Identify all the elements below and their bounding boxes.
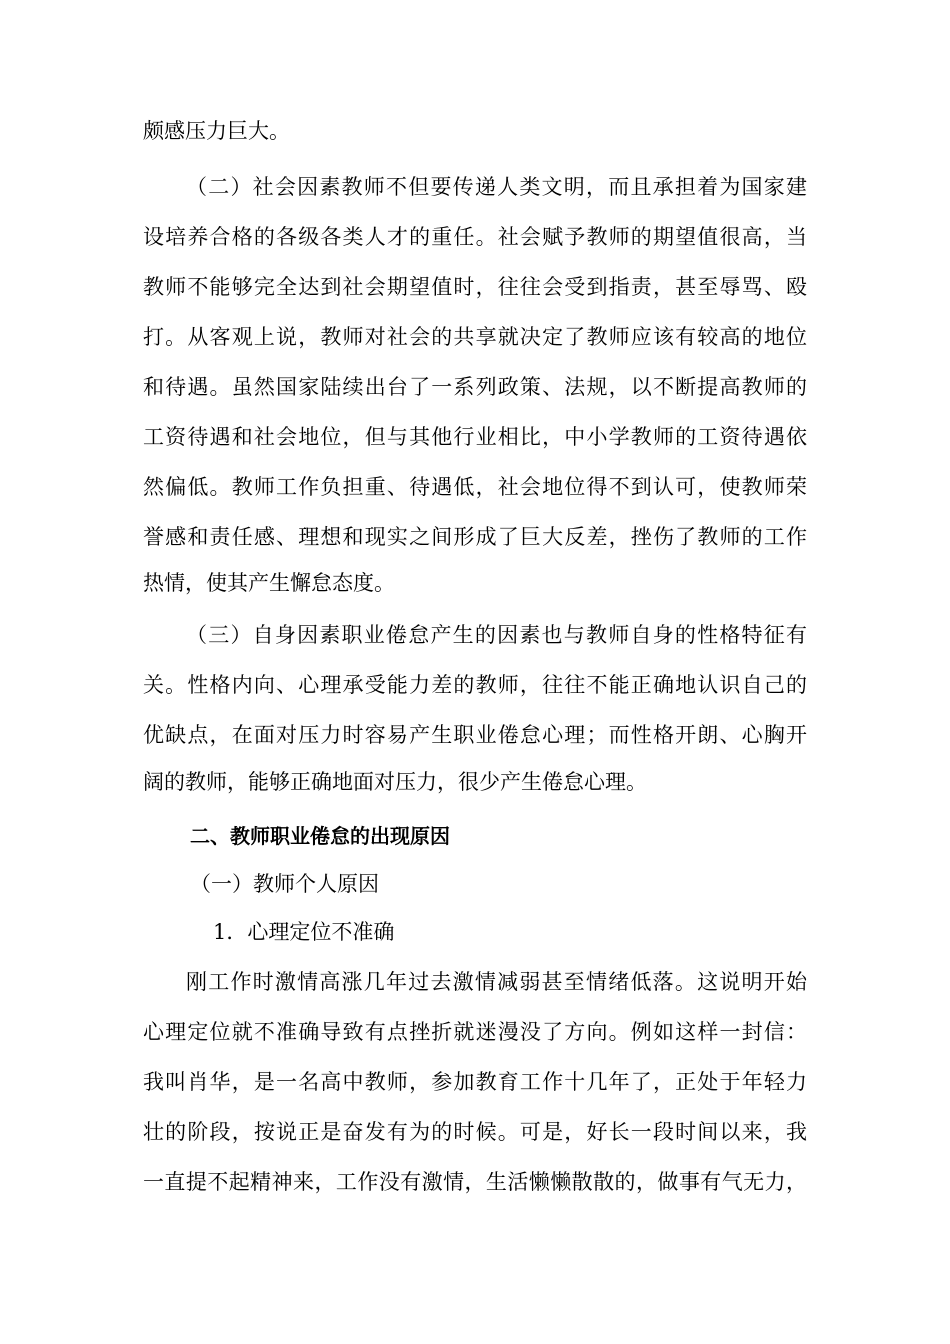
paragraph-line: 然偏低。教师工作负担重、待遇低，社会地位得不到认可，使教师荣 xyxy=(143,475,807,499)
paragraph-line: 工资待遇和社会地位，但与其他行业相比，中小学教师的工资待遇依 xyxy=(143,425,807,449)
paragraph-line: 设培养合格的各级各类人才的重任。社会赋予教师的期望值很高，当 xyxy=(143,225,807,249)
paragraph-line: 热情，使其产生懈怠态度。 xyxy=(143,571,395,595)
paragraph-line: 阔的教师，能够正确地面对压力，很少产生倦怠心理。 xyxy=(143,770,647,794)
paragraph-line: 壮的阶段，按说正是奋发有为的时候。可是，好长一段时间以来，我 xyxy=(143,1120,807,1144)
paragraph-line: 誉感和责任感、理想和现实之间形成了巨大反差，挫伤了教师的工作 xyxy=(143,525,807,549)
paragraph-line: 刚工作时激情高涨几年过去激情减弱甚至情绪低落。这说明开始 xyxy=(186,970,807,994)
paragraph-line: 优缺点，在面对压力时容易产生职业倦怠心理；而性格开朗、心胸开 xyxy=(143,723,807,747)
paragraph-line: 打。从客观上说，教师对社会的共享就决定了教师应该有较高的地位 xyxy=(143,325,807,349)
subsection-heading: （一）教师个人原因 xyxy=(190,872,379,896)
numbered-heading: 1．心理定位不准确 xyxy=(213,920,395,944)
paragraph-line: （二）社会因素教师不但要传递人类文明，而且承担着为国家建 xyxy=(186,175,807,199)
paragraph-line: 心理定位就不准确导致有点挫折就迷漫没了方向。例如这样一封信： xyxy=(143,1020,807,1044)
paragraph-line: 教师不能够完全达到社会期望值时，往往会受到指责，甚至辱骂、殴 xyxy=(143,275,807,299)
paragraph-line: 和待遇。虽然国家陆续出台了一系列政策、法规，以不断提高教师的 xyxy=(143,375,807,399)
paragraph-line: 一直提不起精神来，工作没有激情，生活懒懒散散的，做事有气无力， xyxy=(143,1170,807,1194)
section-heading: 二、教师职业倦怠的出现原因 xyxy=(190,824,450,848)
paragraph-line: 关。性格内向、心理承受能力差的教师，往往不能正确地认识自己的 xyxy=(143,673,807,697)
paragraph-line: 颇感压力巨大。 xyxy=(143,119,290,143)
paragraph-line: （三）自身因素职业倦怠产生的因素也与教师自身的性格特征有 xyxy=(186,623,807,647)
paragraph-line: 我叫肖华，是一名高中教师，参加教育工作十几年了，正处于年轻力 xyxy=(143,1070,807,1094)
